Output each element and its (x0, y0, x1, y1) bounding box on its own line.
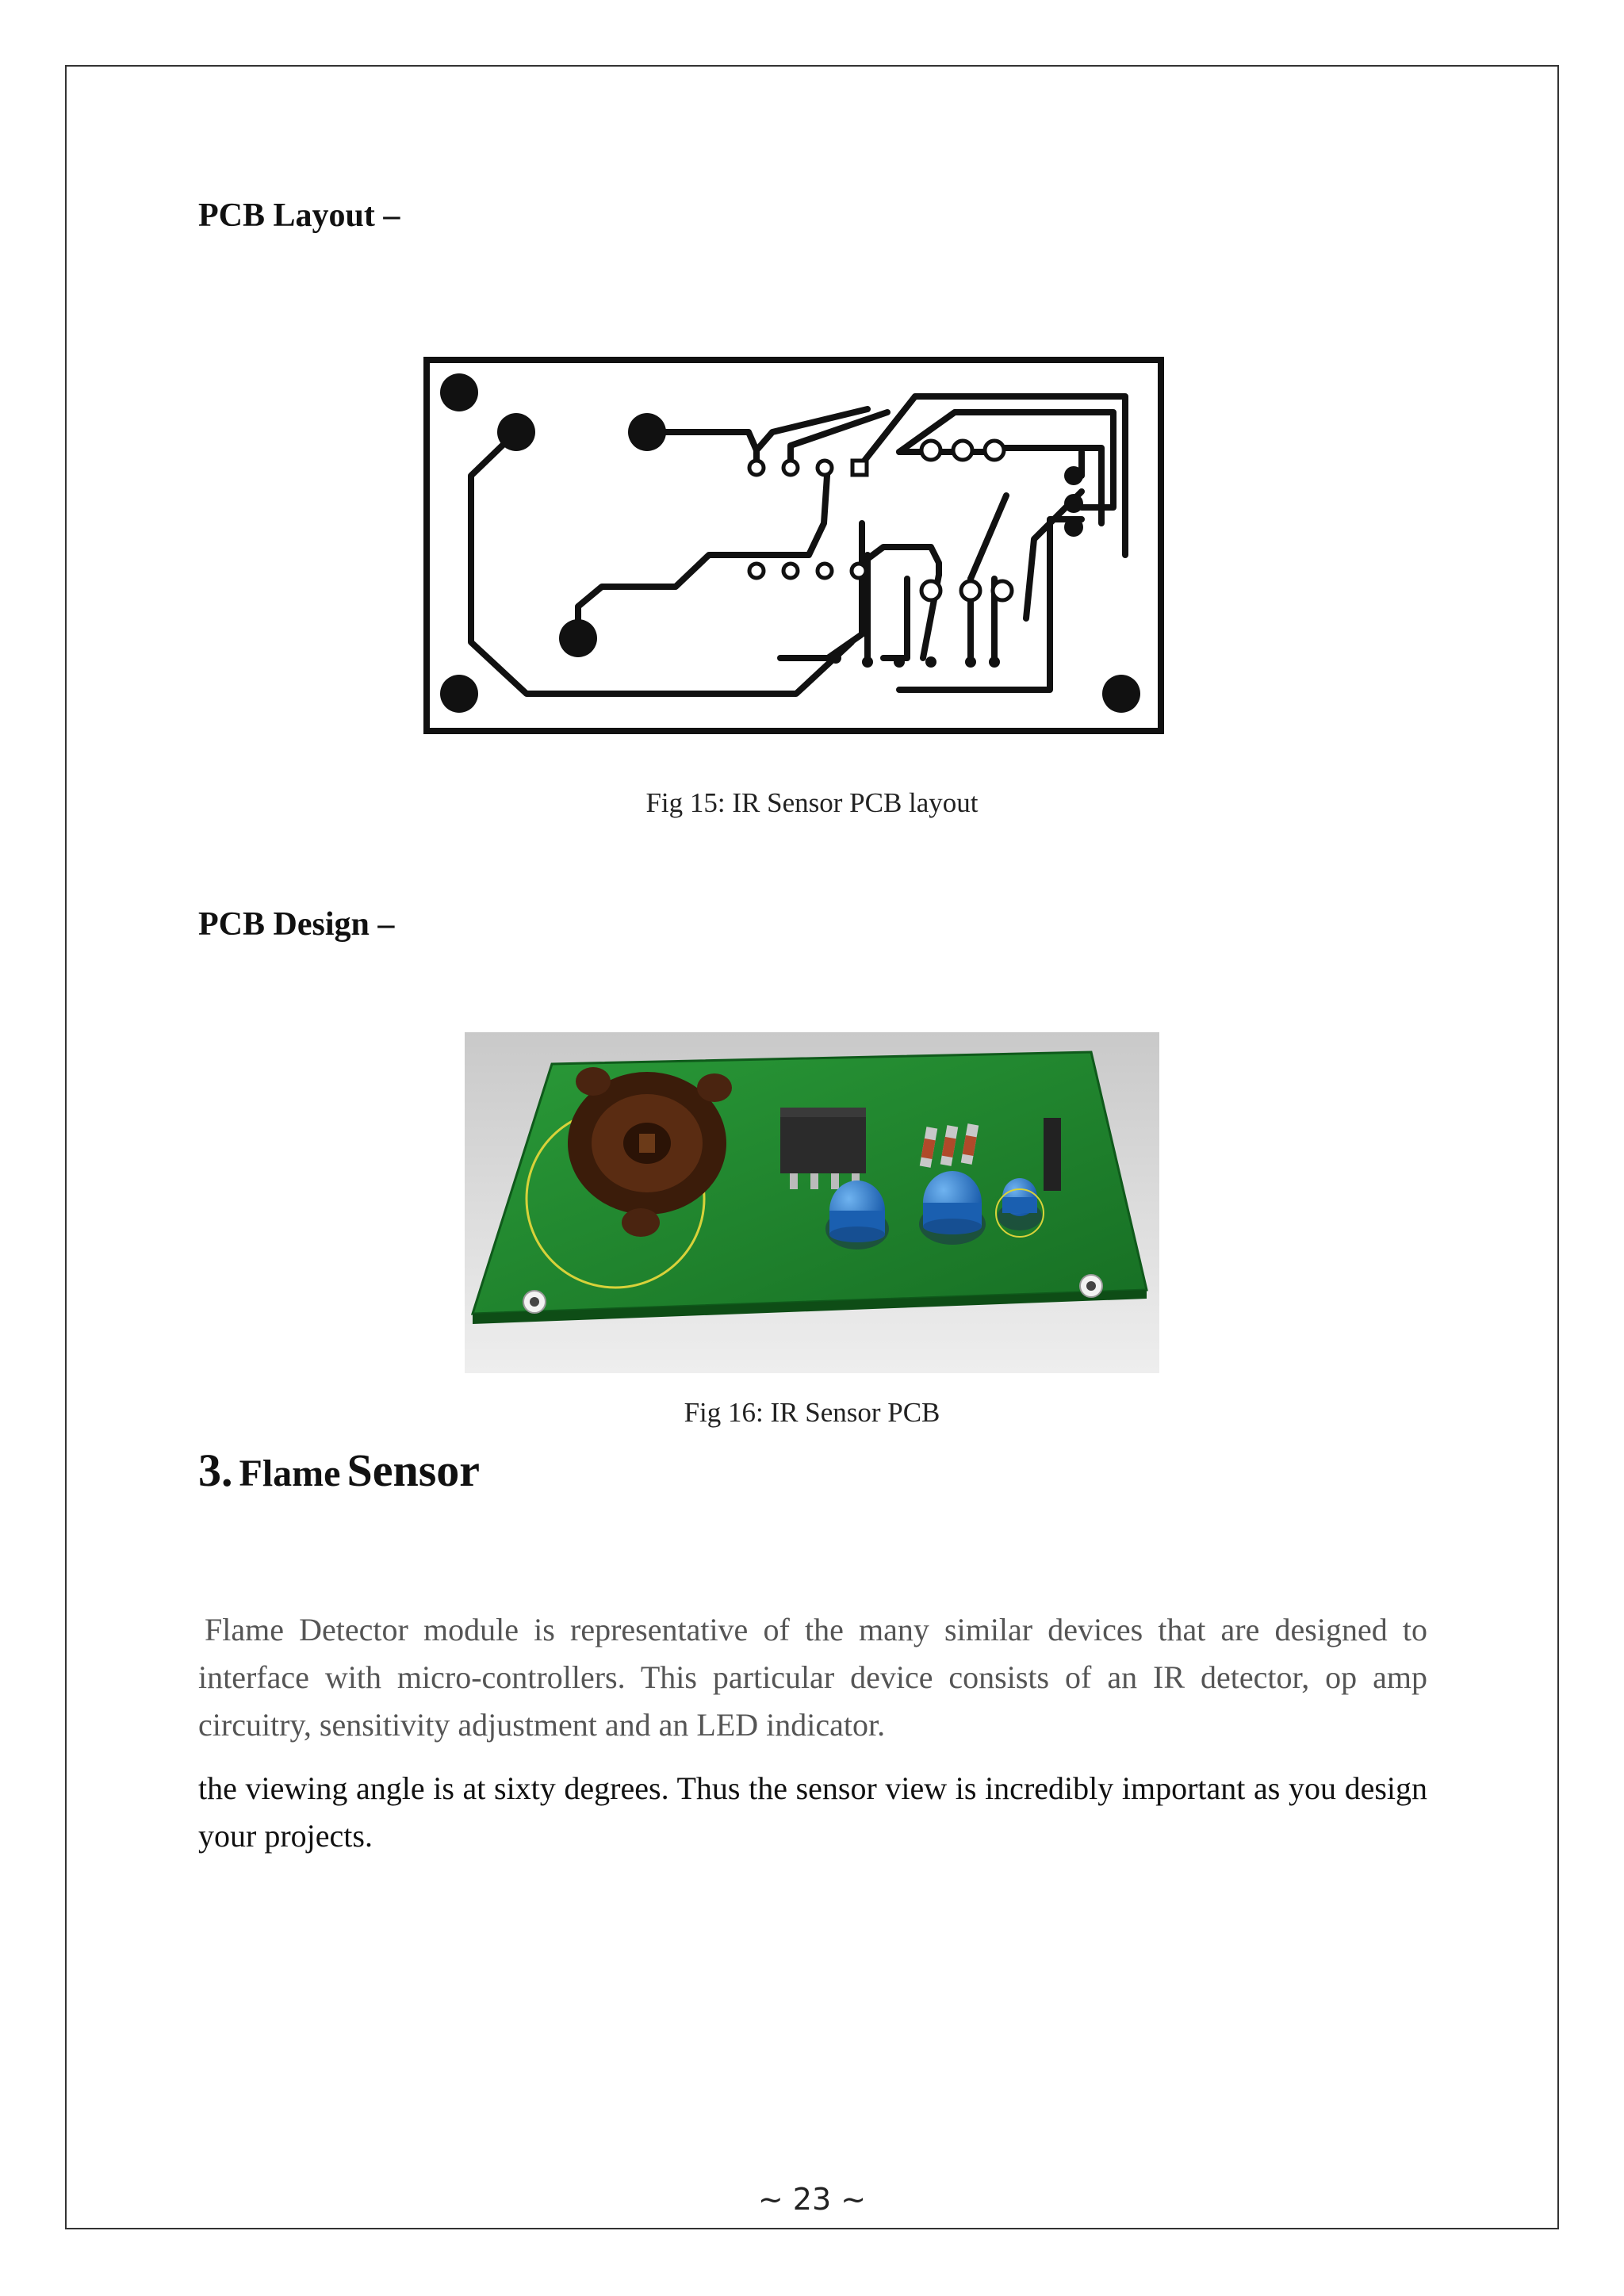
paragraph-flame-detector: Flame Detector module is representative of the many similar devices that are designed to interface with micro-controllers. This particular device consists of an IR detector, op amp circuitry, sensitivity adjustment and an LED indicator. (198, 1612, 1427, 1743)
paragraph-viewing-angle: the viewing angle is at sixty degrees. Thus the sensor view is incredibly important as you design your projects. (198, 1770, 1427, 1854)
section-title-word1: Flame (239, 1452, 341, 1494)
pcb-render-figure (465, 1032, 1159, 1373)
section-heading-flame-sensor (198, 1445, 481, 1496)
pcb-layout-heading: PCB Layout – (198, 197, 400, 234)
section-number: 3. (198, 1445, 233, 1496)
fig16-caption: Fig 16: IR Sensor PCB (684, 1397, 940, 1428)
section-title-word2: Sensor (347, 1445, 481, 1496)
pcb-design-heading: PCB Design – (198, 906, 395, 943)
fig15-caption: Fig 15: IR Sensor PCB layout (645, 787, 979, 818)
page-number: ~ 23 ~ (757, 2182, 867, 2217)
pcb-layout-figure (423, 357, 1164, 734)
